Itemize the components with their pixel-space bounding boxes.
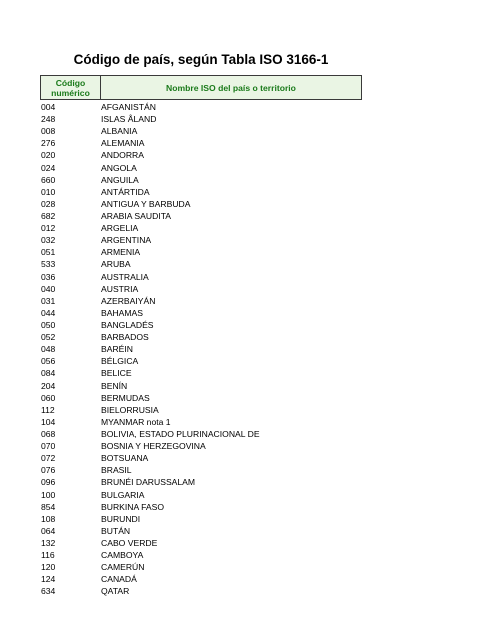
table-row [40, 198, 362, 210]
header-name-column: Nombre ISO del país o territorio [166, 82, 296, 93]
country-code-cell: 076 [41, 465, 56, 476]
table-row [40, 331, 362, 343]
country-name-cell: BIELORRUSIA [101, 404, 159, 415]
table-row [40, 561, 362, 573]
country-code-cell: 070 [41, 441, 56, 452]
country-name-cell: QATAR [101, 586, 130, 597]
country-code-cell: 124 [41, 574, 56, 585]
country-name-cell: AUSTRIA [101, 283, 139, 294]
country-name-cell: BURKINA FASO [101, 501, 165, 512]
country-code-cell: 108 [41, 513, 56, 524]
page-title: Código de país, según Tabla ISO 3166-1 [73, 52, 329, 67]
country-name-cell: BANGLADÉS [101, 319, 154, 330]
country-code-cell: 854 [41, 501, 56, 512]
country-code-cell: 050 [41, 319, 56, 330]
table-row [40, 464, 362, 476]
country-code-cell: 248 [41, 114, 56, 125]
country-name-cell: ARUBA [101, 259, 131, 270]
table-row [40, 404, 362, 416]
table-row [40, 367, 362, 379]
country-name-cell: BARBADOS [101, 332, 149, 343]
table-row [40, 343, 362, 355]
country-code-cell: 060 [41, 392, 56, 403]
country-name-cell: BOTSUANA [101, 453, 149, 464]
country-code-cell: 634 [41, 586, 56, 597]
table-row [40, 186, 362, 198]
table-row [40, 295, 362, 307]
table-row [40, 585, 362, 597]
table-row [40, 149, 362, 161]
country-code-cell: 056 [41, 356, 56, 367]
country-name-cell: ALBANIA [101, 126, 138, 137]
table-row [40, 210, 362, 222]
country-name-cell: ISLAS ÅLAND [101, 114, 157, 125]
table-row [40, 283, 362, 295]
table-row [40, 452, 362, 464]
country-name-cell: CANADÁ [101, 574, 137, 585]
table-row [40, 525, 362, 537]
country-code-cell: 682 [41, 210, 56, 221]
country-code-cell: 120 [41, 562, 56, 573]
country-code-cell: 048 [41, 344, 56, 355]
table-row [40, 416, 362, 428]
country-name-cell: BURUNDI [101, 513, 141, 524]
table-row [40, 355, 362, 367]
country-code-cell: 112 [41, 404, 55, 415]
table-row [40, 440, 362, 452]
country-name-cell: CABO VERDE [101, 537, 158, 548]
country-code-cell: 068 [41, 428, 56, 439]
table-row [40, 137, 362, 149]
table-row [40, 392, 362, 404]
country-code-cell: 104 [41, 416, 56, 427]
country-code-cell: 032 [41, 235, 56, 246]
country-code-cell: 096 [41, 477, 56, 488]
country-name-cell: ARABIA SAUDITA [101, 210, 172, 221]
country-name-cell: BELICE [101, 368, 132, 379]
country-name-cell: CAMBOYA [101, 550, 144, 561]
country-name-cell: ARGENTINA [101, 235, 152, 246]
country-name-cell: AFGANISTÁN [101, 102, 156, 112]
country-code-cell: 044 [41, 307, 56, 318]
country-name-cell: BOSNIA Y HERZEGOVINA [101, 441, 206, 452]
country-name-cell: MYANMAR nota 1 [101, 416, 171, 427]
table-header [40, 75, 362, 100]
country-name-cell: BRUNÉI DARUSSALAM [101, 477, 196, 488]
country-name-cell: ANDORRA [101, 150, 144, 161]
header-code-column: Código numérico [41, 76, 101, 99]
table-body [40, 101, 362, 597]
country-name-cell: ANTÁRTIDA [101, 186, 150, 197]
country-code-cell: 100 [41, 489, 56, 500]
country-name-cell: ANGOLA [101, 162, 137, 173]
country-name-cell: BULGARIA [101, 489, 145, 500]
country-name-cell: ANTIGUA Y BARBUDA [101, 198, 191, 209]
country-name-cell: BÉLGICA [101, 356, 139, 367]
table-row [40, 489, 362, 501]
country-code-cell: 052 [41, 332, 56, 343]
country-name-cell: BERMUDAS [101, 392, 150, 403]
country-code-cell: 204 [41, 380, 56, 391]
table-row [40, 234, 362, 246]
country-code-cell: 028 [41, 198, 56, 209]
country-name-cell: AUSTRALIA [101, 271, 149, 282]
country-code-cell: 051 [41, 247, 56, 258]
country-name-cell: BOLIVIA, ESTADO PLURINACIONAL DE [101, 428, 260, 439]
country-code-cell: 012 [41, 223, 56, 234]
country-code-cell: 036 [41, 271, 56, 282]
country-code-cell: 008 [41, 126, 56, 137]
country-code-cell: 084 [41, 368, 56, 379]
country-code-cell: 072 [41, 453, 56, 464]
table-row [40, 476, 362, 488]
table-row [40, 246, 362, 258]
table-row [40, 113, 362, 125]
country-name-cell: BRASIL [101, 465, 132, 476]
country-code-cell: 024 [41, 162, 56, 173]
country-name-cell: ALEMANIA [101, 138, 145, 149]
country-code-cell: 533 [41, 259, 56, 270]
table-row [40, 307, 362, 319]
country-name-cell: BAHAMAS [101, 307, 144, 318]
table-row [40, 380, 362, 392]
table-row [40, 501, 362, 513]
country-name-cell: ARMENIA [101, 247, 141, 258]
country-code-cell: 020 [41, 150, 56, 161]
table-row [40, 258, 362, 270]
country-code-cell: 660 [41, 174, 56, 185]
country-code-table [40, 75, 362, 597]
country-name-cell: BARÉIN [101, 344, 133, 355]
table-row [40, 271, 362, 283]
table-row [40, 513, 362, 525]
table-row [40, 174, 362, 186]
country-code-cell: 031 [41, 295, 56, 306]
table-row [40, 222, 362, 234]
country-code-cell: 040 [41, 283, 56, 294]
country-code-cell: 004 [41, 102, 56, 112]
country-name-cell: ANGUILA [101, 174, 139, 185]
table-row [40, 101, 362, 113]
country-name-cell: BENÍN [101, 380, 128, 391]
country-code-cell: 132 [41, 537, 56, 548]
table-row [40, 162, 362, 174]
country-name-cell: CAMERÚN [101, 562, 145, 573]
country-code-cell: 276 [41, 138, 56, 149]
country-name-cell: AZERBAIYÁN [101, 295, 156, 306]
table-row [40, 549, 362, 561]
country-code-cell: 116 [41, 550, 55, 561]
table-row [40, 428, 362, 440]
country-name-cell: BUTÁN [101, 525, 131, 536]
table-row [40, 319, 362, 331]
country-code-cell: 064 [41, 525, 56, 536]
country-code-cell: 010 [41, 186, 56, 197]
country-name-cell: ARGELIA [101, 223, 139, 234]
table-row [40, 125, 362, 137]
table-row [40, 573, 362, 585]
table-row [40, 537, 362, 549]
